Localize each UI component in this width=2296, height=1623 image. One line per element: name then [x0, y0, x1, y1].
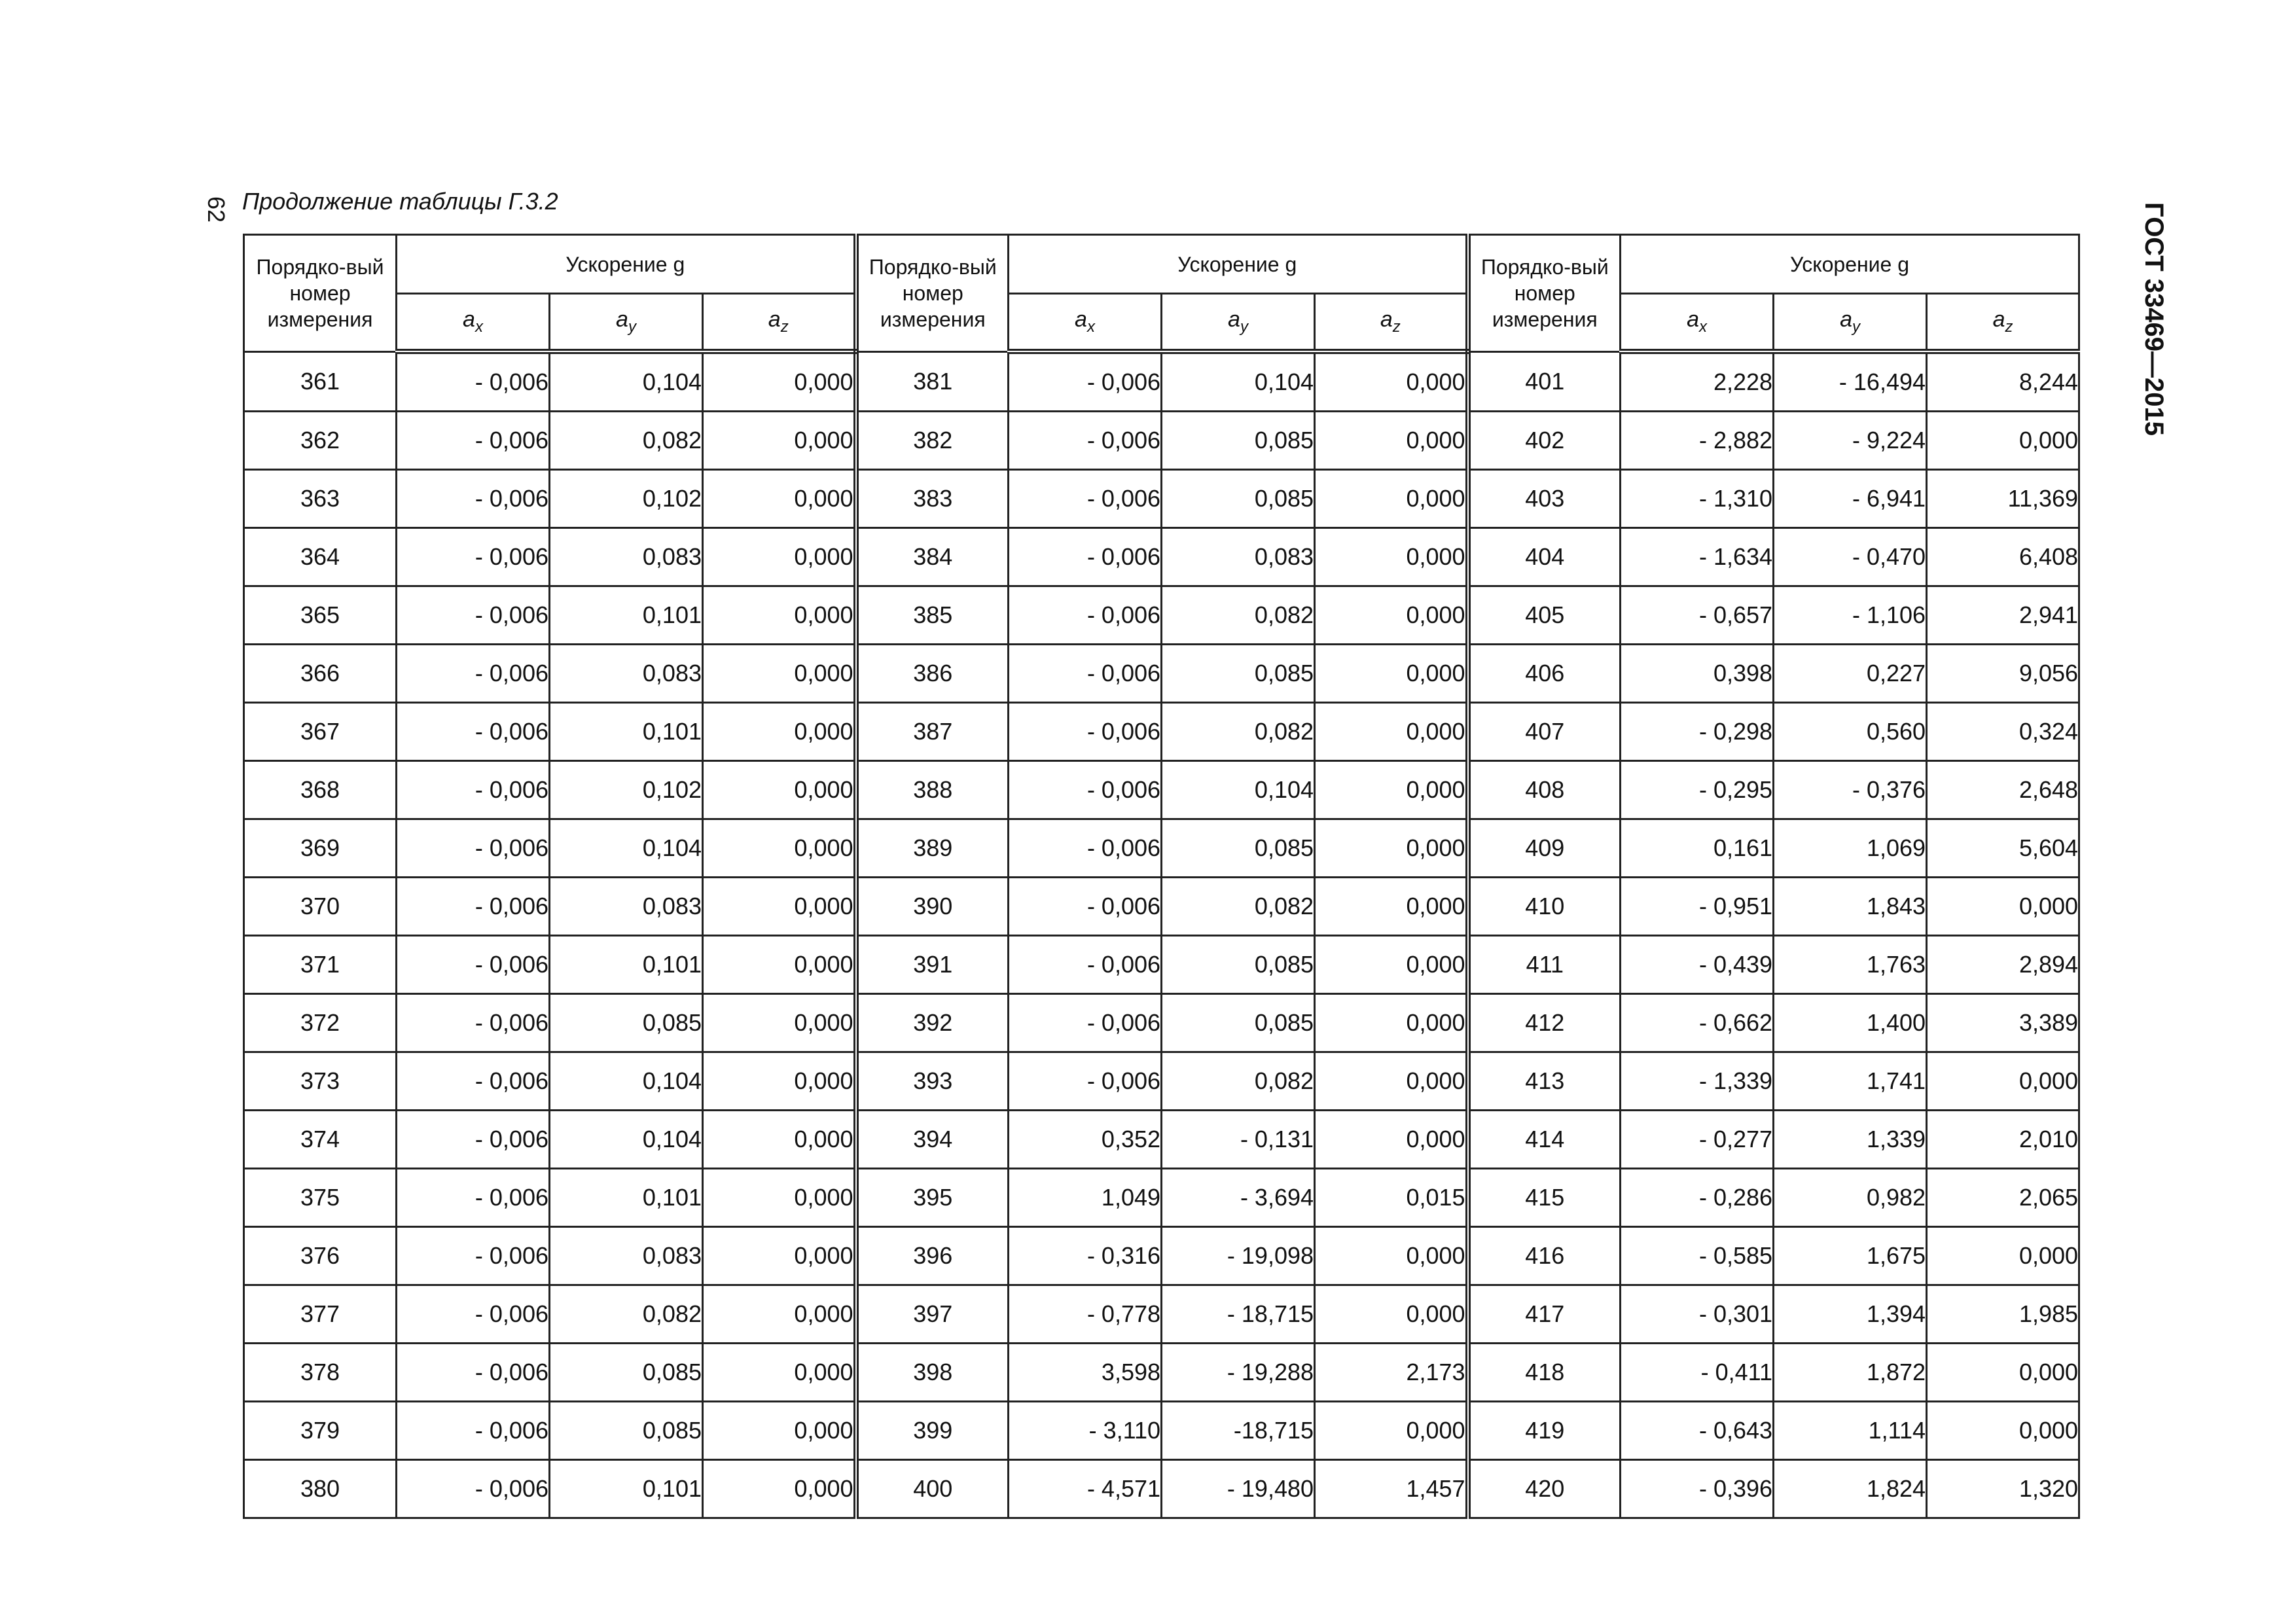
ax-header: $a_x$: [397, 294, 550, 352]
measurement-number-cell: 377: [244, 1285, 397, 1344]
az-value-cell: 0,000: [703, 528, 856, 586]
az-value-cell: 0,000: [1927, 1052, 2079, 1111]
az-value-cell: 1,985: [1927, 1285, 2079, 1344]
ax-value-cell: - 0,006: [1009, 528, 1162, 586]
ay-value-cell: 0,101: [550, 1460, 703, 1518]
ay-value-cell: 0,085: [550, 1402, 703, 1460]
measurement-number-cell: 391: [856, 936, 1009, 994]
az-value-cell: 0,000: [703, 1111, 856, 1169]
measurement-number-cell: 413: [1468, 1052, 1621, 1111]
table-row: [244, 1052, 2079, 1111]
ax-value-cell: - 0,006: [397, 351, 550, 412]
ax-value-cell: 1,049: [1009, 1169, 1162, 1227]
ax-value-cell: - 0,951: [1621, 878, 1774, 936]
az-header: $a_z$: [1927, 294, 2079, 352]
measurement-number-cell: 370: [244, 878, 397, 936]
ay-value-cell: 0,104: [550, 351, 703, 412]
measurement-number-cell: 404: [1468, 528, 1621, 586]
ax-value-cell: - 0,657: [1621, 586, 1774, 645]
measurement-number-cell: 378: [244, 1344, 397, 1402]
ax-value-cell: - 0,411: [1621, 1344, 1774, 1402]
measurement-number-cell: 408: [1468, 761, 1621, 819]
measurement-number-cell: 384: [856, 528, 1009, 586]
measurement-number-cell: 371: [244, 936, 397, 994]
ay-value-cell: 0,104: [550, 819, 703, 878]
az-value-cell: 0,000: [703, 412, 856, 470]
az-value-cell: 1,457: [1315, 1460, 1468, 1518]
measurement-number-cell: 387: [856, 703, 1009, 761]
ay-value-cell: 0,085: [1162, 645, 1315, 703]
ay-value-cell: 1,400: [1774, 994, 1927, 1052]
az-value-cell: 0,000: [1927, 412, 2079, 470]
index-header: Порядко-вый номер измерения: [856, 235, 1009, 352]
measurement-number-cell: 403: [1468, 470, 1621, 528]
ax-value-cell: - 0,277: [1621, 1111, 1774, 1169]
measurement-number-cell: 383: [856, 470, 1009, 528]
az-value-cell: 0,000: [1315, 528, 1468, 586]
ax-value-cell: - 0,298: [1621, 703, 1774, 761]
table-row: [244, 470, 2079, 528]
ay-value-cell: 1,843: [1774, 878, 1927, 936]
measurement-number-cell: 407: [1468, 703, 1621, 761]
standard-code: [2137, 194, 2170, 443]
measurement-number-cell: 401: [1468, 351, 1621, 412]
ax-value-cell: - 0,643: [1621, 1402, 1774, 1460]
index-header: Порядко-вый номер измерения: [1468, 235, 1621, 352]
measurement-number-cell: 363: [244, 470, 397, 528]
ax-value-cell: - 4,571: [1009, 1460, 1162, 1518]
table-row: [244, 1402, 2079, 1460]
ay-value-cell: - 0,131: [1162, 1111, 1315, 1169]
table-header: [244, 235, 2079, 352]
acceleration-header: [1009, 235, 1468, 294]
table-caption: Продолжение таблицы Г.3.2: [242, 188, 558, 215]
measurement-number-cell: 386: [856, 645, 1009, 703]
table-row: [244, 1344, 2079, 1402]
az-value-cell: 0,000: [1315, 412, 1468, 470]
ax-value-cell: - 0,396: [1621, 1460, 1774, 1518]
measurement-number-cell: 362: [244, 412, 397, 470]
standard-code-text: ГОСТ 33469—2015: [2139, 202, 2168, 436]
ax-value-cell: - 0,006: [1009, 645, 1162, 703]
az-value-cell: 0,000: [1315, 878, 1468, 936]
ax-value-cell: - 0,006: [397, 528, 550, 586]
table-row: [244, 528, 2079, 586]
measurement-number-cell: 369: [244, 819, 397, 878]
table-row: [244, 1111, 2079, 1169]
measurement-number-cell: 397: [856, 1285, 1009, 1344]
measurement-number-cell: 379: [244, 1402, 397, 1460]
ay-value-cell: 1,339: [1774, 1111, 1927, 1169]
measurement-number-cell: 393: [856, 1052, 1009, 1111]
az-value-cell: 0,000: [703, 819, 856, 878]
ay-value-cell: 0,104: [550, 1111, 703, 1169]
ax-value-cell: - 0,006: [397, 703, 550, 761]
ay-value-cell: - 19,480: [1162, 1460, 1315, 1518]
ax-value-cell: - 0,006: [397, 645, 550, 703]
table-row: [244, 1460, 2079, 1518]
az-value-cell: 2,894: [1927, 936, 2079, 994]
az-value-cell: 5,604: [1927, 819, 2079, 878]
ay-value-cell: 1,394: [1774, 1285, 1927, 1344]
ay-value-cell: 0,085: [550, 1344, 703, 1402]
ax-value-cell: - 0,006: [397, 1111, 550, 1169]
az-value-cell: 0,000: [703, 1460, 856, 1518]
ay-value-cell: 0,083: [550, 1227, 703, 1285]
az-value-cell: 0,000: [1927, 1402, 2079, 1460]
table-row: [244, 1227, 2079, 1285]
ax-value-cell: - 0,006: [397, 1460, 550, 1518]
ay-value-cell: 1,872: [1774, 1344, 1927, 1402]
measurement-number-cell: 405: [1468, 586, 1621, 645]
ax-value-cell: - 0,006: [1009, 470, 1162, 528]
ax-value-cell: - 0,295: [1621, 761, 1774, 819]
ax-value-cell: - 0,006: [397, 1402, 550, 1460]
measurement-number-cell: 374: [244, 1111, 397, 1169]
ax-value-cell: - 0,301: [1621, 1285, 1774, 1344]
table-row: [244, 936, 2079, 994]
ax-value-cell: - 0,006: [1009, 878, 1162, 936]
table-row: [244, 412, 2079, 470]
ay-value-cell: 0,560: [1774, 703, 1927, 761]
measurement-number-cell: 400: [856, 1460, 1009, 1518]
az-value-cell: 0,324: [1927, 703, 2079, 761]
az-value-cell: 0,000: [1315, 994, 1468, 1052]
measurement-number-cell: 411: [1468, 936, 1621, 994]
ay-value-cell: 0,101: [550, 586, 703, 645]
measurement-number-cell: 376: [244, 1227, 397, 1285]
ax-value-cell: - 1,339: [1621, 1052, 1774, 1111]
measurement-number-cell: 396: [856, 1227, 1009, 1285]
az-value-cell: 0,000: [1315, 1052, 1468, 1111]
table-row: [244, 994, 2079, 1052]
measurement-number-cell: 417: [1468, 1285, 1621, 1344]
table-row: [244, 761, 2079, 819]
ay-value-cell: 0,083: [550, 645, 703, 703]
ax-value-cell: 2,228: [1621, 351, 1774, 412]
ay-value-cell: 0,102: [550, 761, 703, 819]
ay-value-cell: 0,102: [550, 470, 703, 528]
ax-value-cell: - 0,006: [1009, 1052, 1162, 1111]
ax-value-cell: - 0,006: [397, 470, 550, 528]
az-value-cell: 0,000: [1315, 1227, 1468, 1285]
az-value-cell: 0,000: [703, 1344, 856, 1402]
ay-value-cell: 1,114: [1774, 1402, 1927, 1460]
ax-value-cell: - 0,439: [1621, 936, 1774, 994]
ax-value-cell: - 0,006: [1009, 703, 1162, 761]
ax-value-cell: - 0,006: [397, 1052, 550, 1111]
az-value-cell: 0,000: [1315, 819, 1468, 878]
ax-value-cell: - 0,006: [397, 936, 550, 994]
measurement-number-cell: 419: [1468, 1402, 1621, 1460]
ay-value-cell: 0,082: [1162, 703, 1315, 761]
measurement-number-cell: 406: [1468, 645, 1621, 703]
ax-value-cell: - 0,316: [1009, 1227, 1162, 1285]
ay-value-cell: 0,082: [550, 1285, 703, 1344]
ay-value-cell: - 6,941: [1774, 470, 1927, 528]
measurement-number-cell: 412: [1468, 994, 1621, 1052]
ax-value-cell: - 0,006: [1009, 351, 1162, 412]
measurement-number-cell: 382: [856, 412, 1009, 470]
measurement-number-cell: 398: [856, 1344, 1009, 1402]
ay-value-cell: 0,085: [1162, 819, 1315, 878]
acceleration-header: [397, 235, 856, 294]
ay-value-cell: 0,083: [1162, 528, 1315, 586]
ay-value-cell: 0,104: [1162, 351, 1315, 412]
az-value-cell: 0,000: [703, 351, 856, 412]
az-value-cell: 0,000: [1315, 1285, 1468, 1344]
az-value-cell: 6,408: [1927, 528, 2079, 586]
az-value-cell: 3,389: [1927, 994, 2079, 1052]
az-value-cell: 0,000: [703, 1285, 856, 1344]
ay-value-cell: - 16,494: [1774, 351, 1927, 412]
az-value-cell: 0,000: [703, 586, 856, 645]
measurement-number-cell: 409: [1468, 819, 1621, 878]
ax-value-cell: - 0,286: [1621, 1169, 1774, 1227]
ax-value-cell: - 0,006: [397, 586, 550, 645]
measurement-number-cell: 364: [244, 528, 397, 586]
ax-value-cell: - 0,662: [1621, 994, 1774, 1052]
ay-value-cell: 0,085: [1162, 994, 1315, 1052]
ay-value-cell: 1,741: [1774, 1052, 1927, 1111]
measurement-number-cell: 415: [1468, 1169, 1621, 1227]
ay-value-cell: - 19,288: [1162, 1344, 1315, 1402]
az-value-cell: 0,000: [703, 703, 856, 761]
table-row: [244, 1169, 2079, 1227]
az-value-cell: 0,000: [703, 645, 856, 703]
ax-value-cell: - 0,006: [397, 994, 550, 1052]
az-header: $a_z$: [1315, 294, 1468, 352]
az-value-cell: 0,000: [1315, 470, 1468, 528]
az-value-cell: 8,244: [1927, 351, 2079, 412]
measurement-number-cell: 388: [856, 761, 1009, 819]
measurement-number-cell: 410: [1468, 878, 1621, 936]
az-value-cell: 0,000: [1315, 351, 1468, 412]
ay-value-cell: 0,101: [550, 936, 703, 994]
ay-value-cell: 0,082: [1162, 1052, 1315, 1111]
measurement-number-cell: 367: [244, 703, 397, 761]
measurement-number-cell: 420: [1468, 1460, 1621, 1518]
ay-value-cell: - 3,694: [1162, 1169, 1315, 1227]
acceleration-header-label: Ускорение g: [565, 252, 685, 276]
ay-value-cell: 0,082: [1162, 878, 1315, 936]
measurement-number-cell: 372: [244, 994, 397, 1052]
az-value-cell: 0,000: [1927, 1227, 2079, 1285]
ay-value-cell: 1,824: [1774, 1460, 1927, 1518]
measurement-number-cell: 365: [244, 586, 397, 645]
az-value-cell: 11,369: [1927, 470, 2079, 528]
measurement-number-cell: 361: [244, 351, 397, 412]
ax-value-cell: - 0,006: [397, 1169, 550, 1227]
az-value-cell: 0,000: [1315, 936, 1468, 994]
ax-value-cell: - 0,006: [1009, 936, 1162, 994]
ay-value-cell: 0,085: [1162, 412, 1315, 470]
az-value-cell: 1,320: [1927, 1460, 2079, 1518]
ay-value-cell: 0,982: [1774, 1169, 1927, 1227]
table-row: [244, 645, 2079, 703]
ay-value-cell: - 19,098: [1162, 1227, 1315, 1285]
index-header: Порядко-вый номер измерения: [244, 235, 397, 352]
ay-value-cell: 0,085: [550, 994, 703, 1052]
measurement-number-cell: 392: [856, 994, 1009, 1052]
measurement-number-cell: 368: [244, 761, 397, 819]
table-row: [244, 878, 2079, 936]
ay-value-cell: 0,085: [1162, 470, 1315, 528]
ax-value-cell: - 0,006: [397, 819, 550, 878]
ay-value-cell: 0,083: [550, 878, 703, 936]
table-row: [244, 351, 2079, 412]
ay-value-cell: 0,101: [550, 703, 703, 761]
ax-value-cell: 3,598: [1009, 1344, 1162, 1402]
ax-header: $a_x$: [1621, 294, 1774, 352]
ay-value-cell: - 0,470: [1774, 528, 1927, 586]
ay-header: $a_y$: [1774, 294, 1927, 352]
measurement-number-cell: 385: [856, 586, 1009, 645]
measurement-number-cell: 414: [1468, 1111, 1621, 1169]
az-value-cell: 0,000: [703, 1052, 856, 1111]
ax-value-cell: - 2,882: [1621, 412, 1774, 470]
ax-value-cell: 0,398: [1621, 645, 1774, 703]
ax-value-cell: - 0,006: [397, 412, 550, 470]
ax-value-cell: - 0,006: [397, 1344, 550, 1402]
table-row: [244, 703, 2079, 761]
ay-value-cell: 1,763: [1774, 936, 1927, 994]
ay-value-cell: 0,104: [550, 1052, 703, 1111]
ax-value-cell: - 1,310: [1621, 470, 1774, 528]
measurement-number-cell: 381: [856, 351, 1009, 412]
measurement-number-cell: 380: [244, 1460, 397, 1518]
az-value-cell: 0,000: [1927, 1344, 2079, 1402]
ay-value-cell: - 1,106: [1774, 586, 1927, 645]
az-value-cell: 0,000: [1315, 586, 1468, 645]
measurement-number-cell: 402: [1468, 412, 1621, 470]
ax-value-cell: - 1,634: [1621, 528, 1774, 586]
az-value-cell: 0,000: [703, 994, 856, 1052]
ax-value-cell: - 0,006: [1009, 412, 1162, 470]
az-value-cell: 2,010: [1927, 1111, 2079, 1169]
ax-value-cell: - 0,585: [1621, 1227, 1774, 1285]
az-value-cell: 9,056: [1927, 645, 2079, 703]
ay-value-cell: 0,082: [1162, 586, 1315, 645]
table-row: [244, 586, 2079, 645]
ay-value-cell: 0,085: [1162, 936, 1315, 994]
ax-value-cell: - 0,006: [1009, 586, 1162, 645]
page-number: 62: [203, 196, 230, 223]
measurement-number-cell: 375: [244, 1169, 397, 1227]
az-value-cell: 0,000: [1315, 1111, 1468, 1169]
ay-header: $a_y$: [1162, 294, 1315, 352]
ay-value-cell: 0,083: [550, 528, 703, 586]
ay-header: $a_y$: [550, 294, 703, 352]
az-value-cell: 2,941: [1927, 586, 2079, 645]
measurement-number-cell: 399: [856, 1402, 1009, 1460]
ay-value-cell: 0,082: [550, 412, 703, 470]
az-value-cell: 0,000: [1927, 878, 2079, 936]
ay-value-cell: - 18,715: [1162, 1285, 1315, 1344]
ay-value-cell: 0,101: [550, 1169, 703, 1227]
az-value-cell: 0,000: [1315, 761, 1468, 819]
ay-value-cell: 0,227: [1774, 645, 1927, 703]
measurement-number-cell: 418: [1468, 1344, 1621, 1402]
ax-value-cell: - 3,110: [1009, 1402, 1162, 1460]
ax-value-cell: 0,161: [1621, 819, 1774, 878]
ax-value-cell: - 0,006: [397, 1227, 550, 1285]
az-value-cell: 0,015: [1315, 1169, 1468, 1227]
az-value-cell: 2,065: [1927, 1169, 2079, 1227]
measurement-number-cell: 389: [856, 819, 1009, 878]
ax-value-cell: - 0,006: [397, 878, 550, 936]
measurement-number-cell: 395: [856, 1169, 1009, 1227]
ay-value-cell: - 9,224: [1774, 412, 1927, 470]
az-value-cell: 0,000: [703, 470, 856, 528]
ay-value-cell: - 0,376: [1774, 761, 1927, 819]
az-value-cell: 0,000: [703, 1402, 856, 1460]
ax-value-cell: - 0,006: [1009, 994, 1162, 1052]
ax-value-cell: - 0,006: [1009, 819, 1162, 878]
ay-value-cell: 1,069: [1774, 819, 1927, 878]
measurement-number-cell: 373: [244, 1052, 397, 1111]
az-value-cell: 0,000: [703, 936, 856, 994]
acceleration-header-label: Ускорение g: [1177, 252, 1297, 276]
ax-value-cell: - 0,006: [397, 1285, 550, 1344]
az-value-cell: 0,000: [703, 1227, 856, 1285]
acceleration-header: [1621, 235, 2079, 294]
az-value-cell: 0,000: [1315, 645, 1468, 703]
measurement-number-cell: 416: [1468, 1227, 1621, 1285]
table-body: [244, 351, 2079, 1518]
acceleration-table: [243, 234, 2080, 1519]
ax-value-cell: - 0,006: [397, 761, 550, 819]
table-row: [244, 1285, 2079, 1344]
az-header: $a_z$: [703, 294, 856, 352]
az-value-cell: 0,000: [703, 878, 856, 936]
az-value-cell: 0,000: [1315, 1402, 1468, 1460]
measurement-number-cell: 390: [856, 878, 1009, 936]
ax-value-cell: - 0,006: [1009, 761, 1162, 819]
ay-value-cell: 1,675: [1774, 1227, 1927, 1285]
az-value-cell: 2,648: [1927, 761, 2079, 819]
az-value-cell: 0,000: [703, 1169, 856, 1227]
ay-value-cell: 0,104: [1162, 761, 1315, 819]
measurement-number-cell: 366: [244, 645, 397, 703]
ax-header: $a_x$: [1009, 294, 1162, 352]
az-value-cell: 0,000: [703, 761, 856, 819]
acceleration-header-label: Ускорение g: [1790, 252, 1910, 276]
ay-value-cell: -18,715: [1162, 1402, 1315, 1460]
az-value-cell: 2,173: [1315, 1344, 1468, 1402]
measurement-number-cell: 394: [856, 1111, 1009, 1169]
az-value-cell: 0,000: [1315, 703, 1468, 761]
ax-value-cell: 0,352: [1009, 1111, 1162, 1169]
ax-value-cell: - 0,778: [1009, 1285, 1162, 1344]
table-row: [244, 819, 2079, 878]
